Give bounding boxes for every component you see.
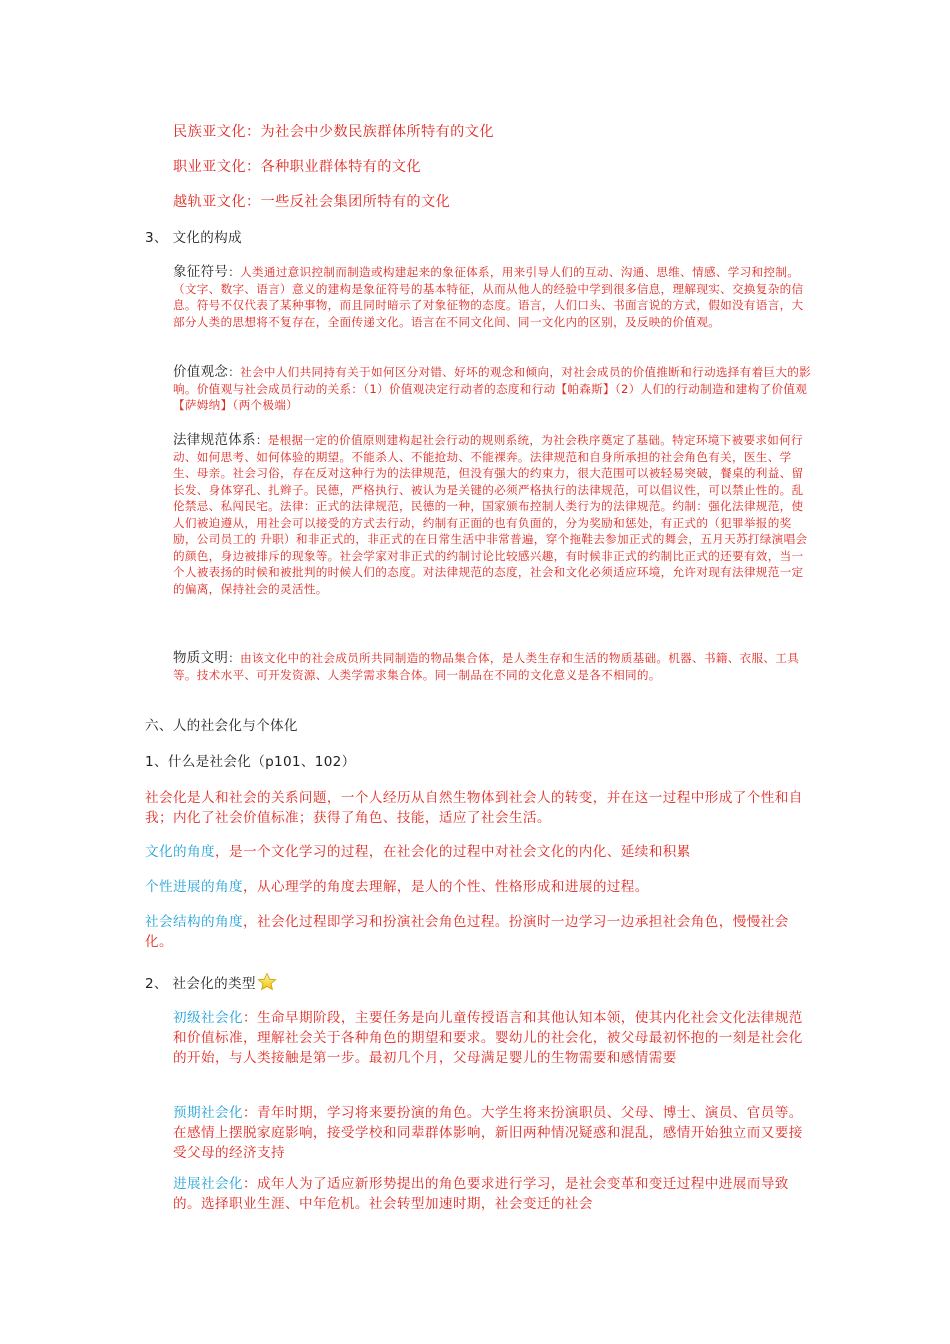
section-heading-socialization: 六、人的社会化与个体化 — [145, 718, 298, 734]
term: 民族亚文化 — [173, 124, 246, 140]
subculture-ethnic: 民族亚文化：为社会中少数民族群体所特有的文化 — [173, 124, 494, 140]
culture-item-norms: 法律规范体系：是根据一定的价值原则建构起社会行动的规则系统，为社会秩序奠定了基础。特定环境下被要求如何行动、如何思考、如何体验的期望。不能杀人、不能抢劫、不能裸奔。法律规范和自身所承担的社会角色有关，医生、学生、母亲。社会习俗，存在反对这种行为的法律规范，但没有强大的约束力，很大范围可以被轻易突破，餐桌的利益、留长发、身体穿孔、扎辫子。民德，严格执行、被认为是关键的必须严格执行的法律规范，可以倡议性，可以禁止性的。乱伦禁忌、私闯民宅。法律：正式的法律规范，民德的一种，国家颁布控制人类行为的法律规范。约制：强化法律规范，使人们被迫遵从，用社会可以接受的方式去行动，约制有正面的也有负面的，分为奖励和惩处，有正式的（犯罪举报的奖励，公司员工的 升职）和非正式的，非正式的在日常生活中非常普遍，穿个拖鞋去参加正式的舞会，五月天苏打绿演唱会的颜色，身边被排斥的现象等。社会学家对非正式的约制讨论比较感兴趣，有时候非正式的约制比正式的还要有效，当一个人被表扬的时候和被批判的时候人们的态度。对法律规范的态度，社会和文化必须适应环境，允许对现有法律规范一定的偏离，保持社会的灵活性。 — [173, 432, 808, 596]
perspective-personality: 个性进展的角度，从心理学的角度去理解，是人的个性、性格形成和进展的过程。 — [145, 879, 649, 895]
perspective-culture: 文化的角度，是一个文化学习的过程，在社会化的过程中对社会文化的内化、延续和积累 — [145, 844, 691, 860]
star-icon — [257, 972, 277, 998]
term: 进展社会化 — [173, 1176, 243, 1192]
term: 初级社会化 — [173, 1010, 243, 1026]
term: 文化的角度 — [145, 844, 215, 860]
culture-item-values: 价值观念：社会中人们共同持有关于如何区分对错、好坏的观念和倾向，对社会成员的价值推断和行动选择有着巨大的影响。价值观与社会成员行动的关系：（1）价值观决定行动者的态度和行动【帕森斯】（2）人们的行动制造和建构了价值观【萨姆纳】（两个极端） — [173, 364, 812, 412]
subheading-what-is-socialization: 1、什么是社会化（p101、102） — [145, 754, 356, 770]
section-heading-culture-composition: 3、 文化的构成 — [145, 230, 242, 246]
term: 象征符号 — [173, 264, 229, 280]
socialization-definition: 社会化是人和社会的关系问题，一个人经历从自然生物体到社会人的转变，并在这一过程中形成了个性和自我；内化了社会价值标准；获得了角色、技能，适应了社会生活。 — [145, 790, 803, 826]
term: 价值观念 — [173, 364, 229, 380]
term: 物质文明 — [173, 650, 229, 666]
culture-item-material: 物质文明：由该文化中的社会成员所共同制造的物品集合体，是人类生存和生活的物质基础。机器、书籍、衣服、工具等。技术水平、可开发资源、人类学需求集合体。同一制品在不同的文化意义是各不相同的。 — [173, 650, 800, 682]
type-anticipatory: 预期社会化：青年时期，学习将来要扮演的角色。大学生将来扮演职员、父母、博士、演员、官员等。在感情上摆脱家庭影响，接受学校和同辈群体影响，新旧两种情况疑惑和混乱，感情开始独立而又要接受父母的经济支持 — [173, 1105, 803, 1161]
subheading-socialization-types: 2、 社会化的类型 — [0, 972, 950, 998]
culture-item-symbols: 象征符号：人类通过意识控制而制造或构建起来的象征体系，用来引导人们的互动、沟通、思维、情感、学习和控制。（文字、数字、语言）意义的建构是象征符号的基本特征，从而从他人的经验中学到很多信息，理解现实、交换复杂的信息。符号不仅代表了某种事物，而且同时暗示了对象征物的态度。语言，人们口头、书面言说的方式，假如没有语言，大部分人类的思想将不复存在，全面传递文化。语言在不同文化间、同一文化内的区别，及反映的价值观。 — [173, 264, 804, 329]
type-primary: 初级社会化：生命早期阶段，主要任务是向儿童传授语言和其他认知本领，使其内化社会文化法律规范和价值标准，理解社会关于各种角色的期望和要求。婴幼儿的社会化，被父母最初怀抱的一刻是社会化的开始，与人类接触是第一步。最初几个月，父母满足婴儿的生物需要和感情需要 — [173, 1010, 803, 1066]
term: 越轨亚文化 — [173, 194, 246, 210]
perspective-social-structure: 社会结构的角度，社会化过程即学习和扮演社会角色过程。扮演时一边学习一边承担社会角色，慢慢社会化。 — [145, 914, 789, 950]
term: 职业亚文化 — [173, 159, 246, 175]
term: 个性进展的角度 — [145, 879, 243, 895]
type-developmental: 进展社会化：成年人为了适应新形势提出的角色要求进行学习，是社会变革和变迁过程中进展而导致的。选择职业生涯、中年危机。社会转型加速时期，社会变迁的社会 — [173, 1176, 789, 1212]
term: 社会结构的角度 — [145, 914, 243, 930]
subculture-deviant: 越轨亚文化：一些反社会集团所特有的文化 — [173, 194, 451, 210]
term: 预期社会化 — [173, 1105, 243, 1121]
subculture-occupational: 职业亚文化：各种职业群体特有的文化 — [173, 159, 422, 175]
term: 法律规范体系 — [173, 432, 256, 448]
